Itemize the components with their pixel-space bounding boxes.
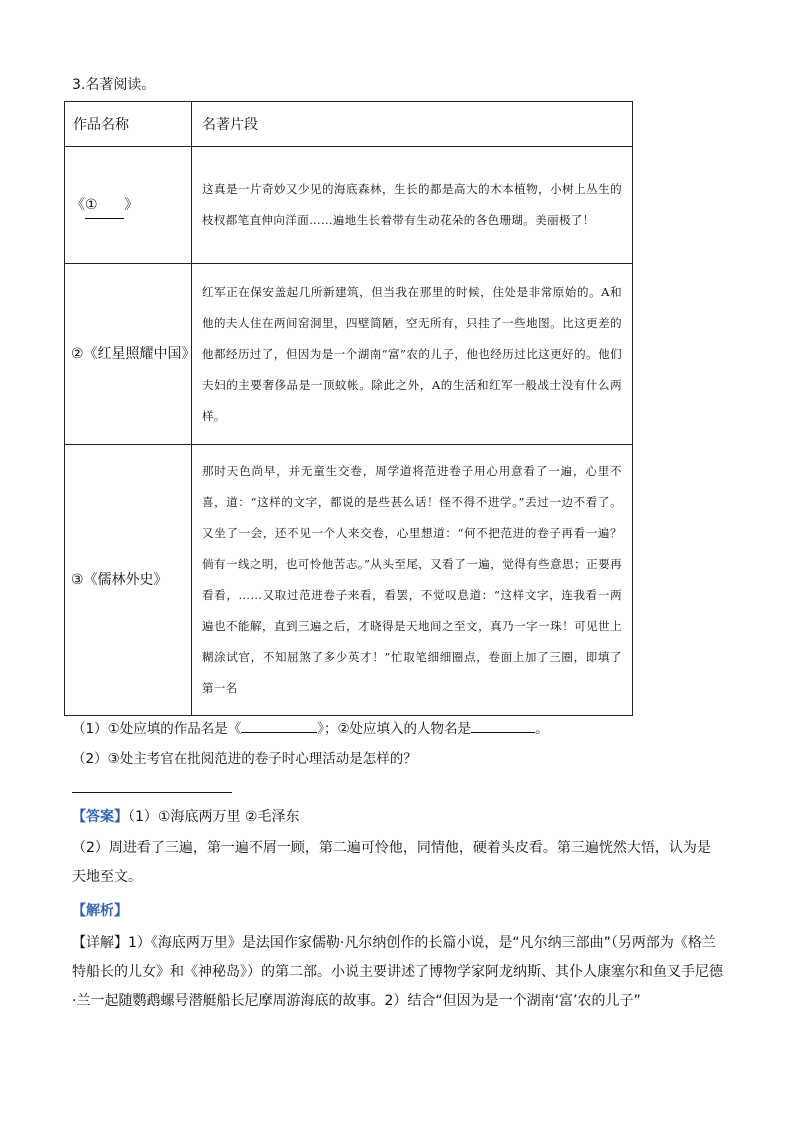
header-excerpt: 名著片段 (192, 102, 633, 147)
table-header-row (65, 102, 633, 147)
table-row (65, 264, 633, 445)
work-name-cell: ③《儒林外史》 (65, 445, 192, 716)
excerpt-cell: 这真是一片奇妙又少见的海底森林，生长的都是高大的木本植物，小树上丛生的枝杈都笔直伸向洋面……遍地生长着带有生动花朵的各色珊瑚。美丽极了！ (192, 147, 633, 264)
table-row (65, 445, 633, 716)
header-work-name: 作品名称 (65, 102, 192, 147)
analysis-section (72, 897, 724, 926)
answer-blank-2 (471, 720, 535, 733)
separator-line (72, 792, 232, 793)
answer-line-2: （2）周进看了三遍，第一遍不屑一顾，第二遍可怜他，同情他，硬着头皮看。第三遍恍然大悟，认为是天地至文。 (72, 840, 711, 885)
detail-section (72, 929, 724, 1016)
detail-label: 【详解】 (72, 935, 128, 951)
answer-blank-1 (241, 720, 317, 733)
detail-text: 1）《海底两万里》是法国作家儒勒·凡尔纳创作的长篇小说，是“凡尔纳三部曲”（另两部为《格兰特船长的儿女》和《神秘岛》）的第二部。小说主要讲述了博物学家阿龙纳斯、其仆人康塞尔和鱼叉手尼德·兰一起随鹦鹉螺号潜艇船长尼摩周游海底的故事。2）结合“但因为是一个湖南‘富’农的儿子” (72, 935, 723, 1009)
works-table (64, 101, 633, 716)
answer-line-1: （1）①海底两万里 ②毛泽东 (128, 809, 300, 825)
book-bracket-open: 《 (71, 196, 85, 213)
work-name-cell (65, 147, 192, 264)
table-row (65, 147, 633, 264)
answer-section (72, 803, 724, 832)
excerpt-cell: 那时天色尚早，并无童生交卷，周学道将范进卷子用心用意看了一遍，心里不喜，道：“这样的文字，都说的是些甚么话！怪不得不进学。”丢过一边不看了。又坐了一会，还不见一个人来交卷，心里想道：“何不把范进的卷子再看一遍？倘有一线之明，也可怜他苦志。”从头至尾，又看了一遍，觉得有些意思；正要再看看，……又取过范进卷子来看，看罢，不觉叹息道：“这样文字，连我看一两遍也不能解，直到三遍之后，才晓得是天地间之至文，真乃一字一珠！可见世上糊涂试官，不知屈煞了多少英才！”忙取笔细细圈点，卷面上加了三圈，即填了第一名 (192, 445, 633, 716)
question-heading: 3.名著阅读。 (72, 77, 156, 93)
fill-blank-1: ① (85, 192, 124, 219)
answer-label: 【答案】 (72, 809, 128, 825)
sub-question-1: （1）①处应填的作品名是《 》；②处应填入的人物名是 。 (72, 721, 549, 737)
work-name-cell: ②《红星照耀中国》 (65, 264, 192, 445)
sub-question-2: （2）③处主考官在批阅范进的卷子时心理活动是怎样的？ (72, 751, 417, 767)
analysis-label: 【解析】 (72, 903, 128, 919)
book-bracket-close: 》 (124, 196, 139, 213)
excerpt-cell: 红军正在保安盖起几所新建筑，但当我在那里的时候，住处是非常原始的。A和他的夫人住在两间窑洞里，四壁简陋，空无所有，只挂了一些地图。比这更差的他都经历过了，但因为是一个湖南“富”农的儿子，他也经历过比这更好的。他们夫妇的主要奢侈品是一顶蚊帐。除此之外，A的生活和红军一般战士没有什么两样。 (192, 264, 633, 445)
